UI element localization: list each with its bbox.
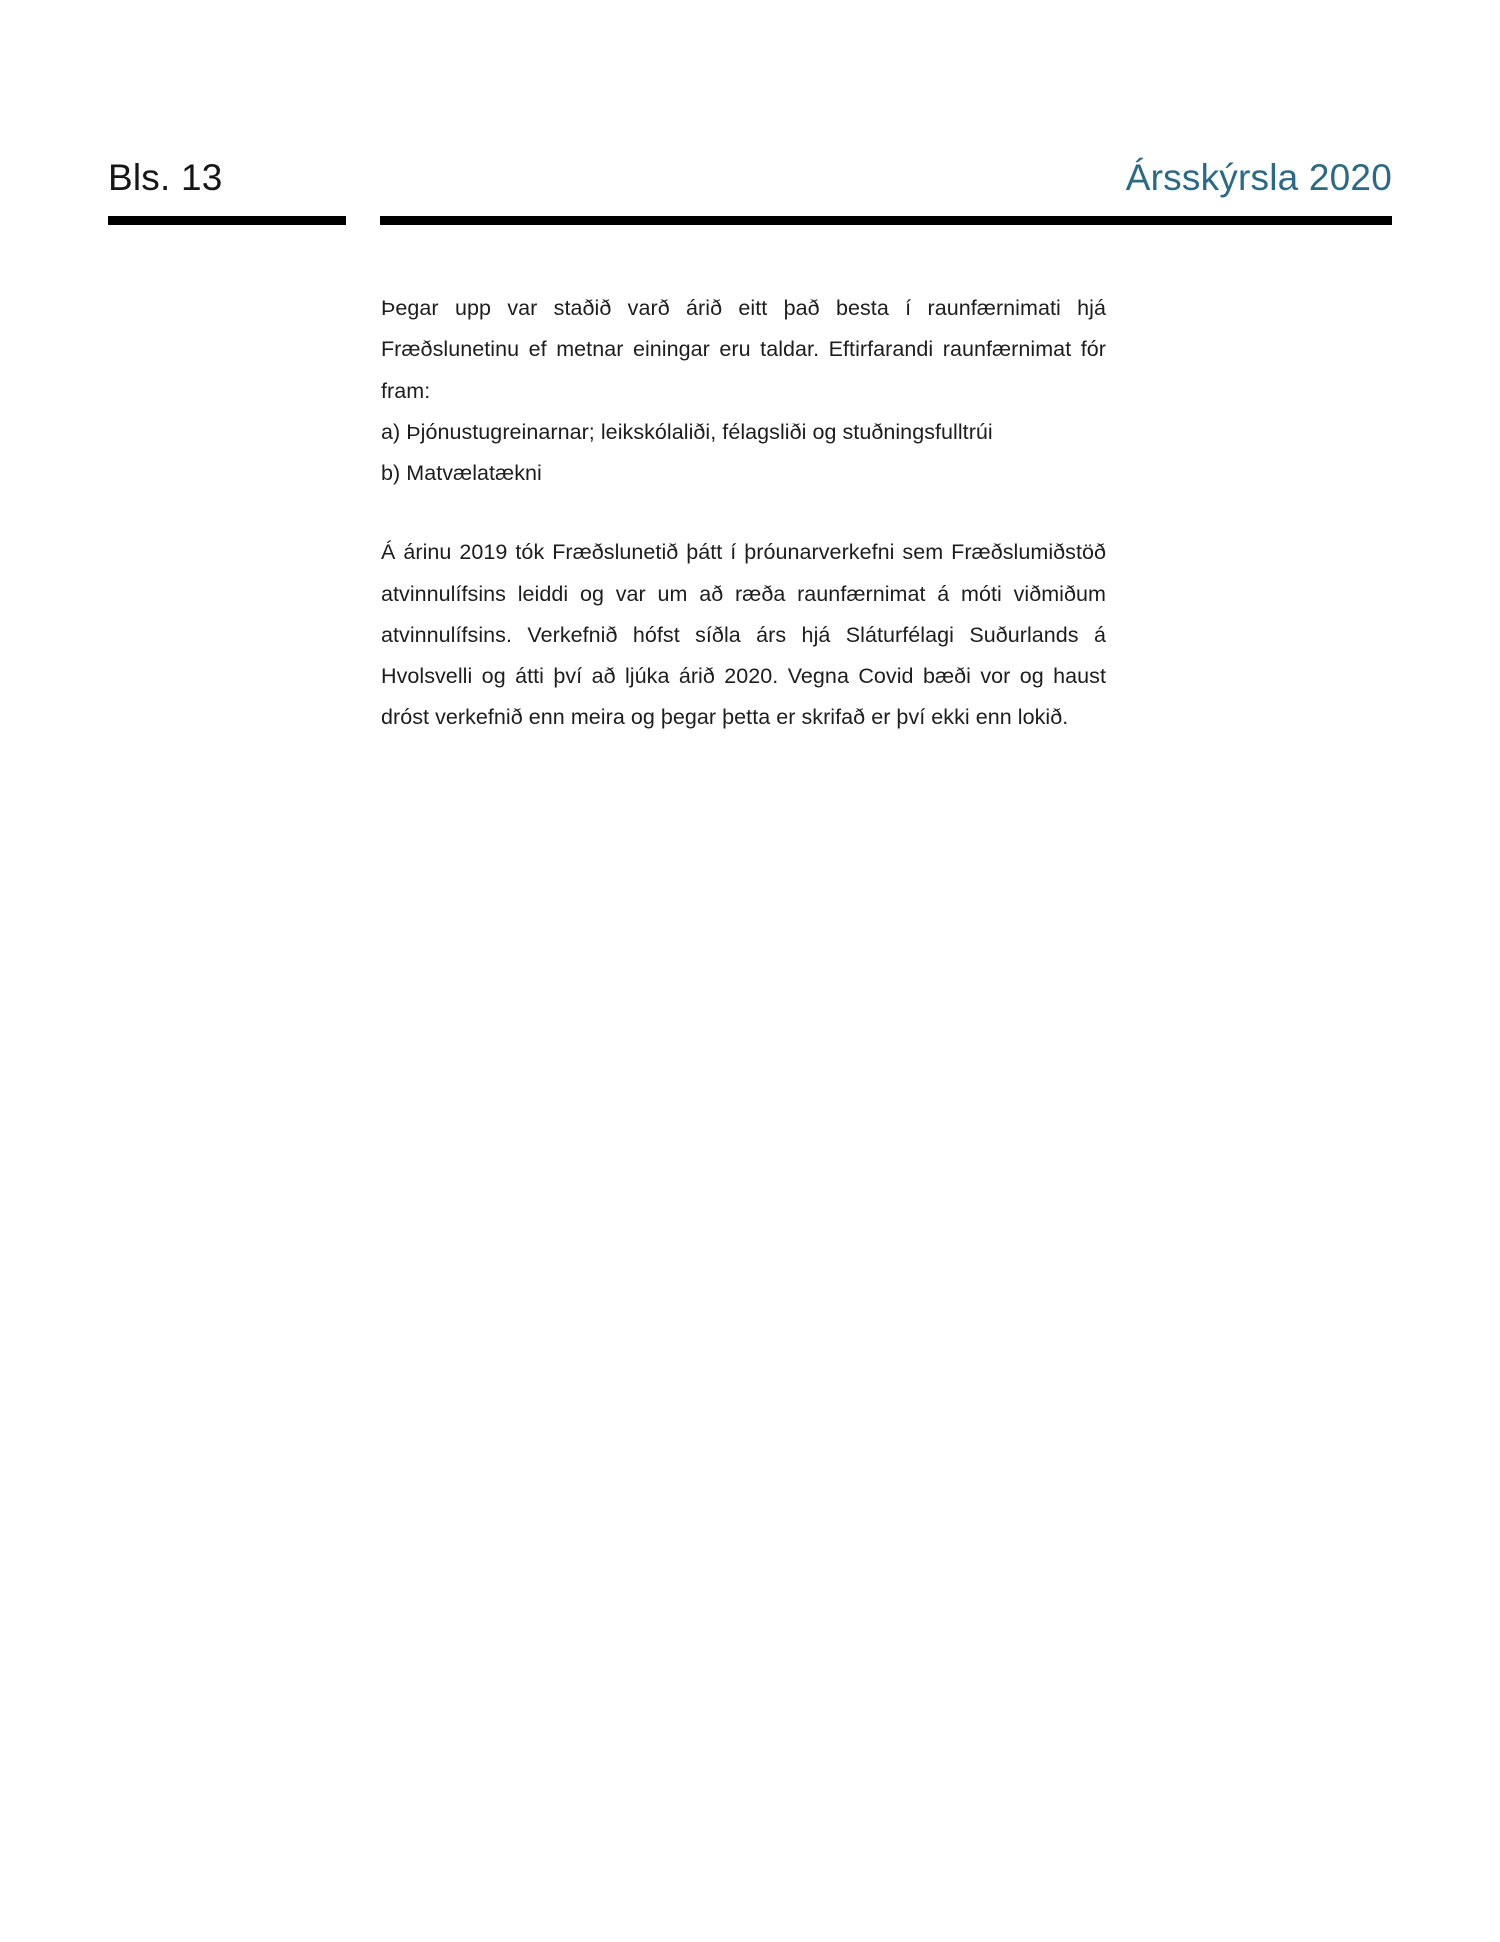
page-number-label: Bls. 13 [108,157,223,198]
header-rule-right [380,216,1392,225]
report-title: Ársskýrsla 2020 [1125,157,1392,198]
body-list-item-b: b) Matvælatækni [381,461,542,486]
body-paragraph-2: Á árinu 2019 tók Fræðslunetið þátt í þróunarverkefni sem Fræðslumiðstöð atvinnulífsins leiddi og var um að ræða raunfærnimat á móti viðmiðum atvinnulífsins. Verkefnið hófst síðla árs hjá Sláturfélagi Suðurlands á Hvolsvelli og átti því að ljúka árið 2020. Vegna Covid bæði vor og haust dróst verkefnið enn meira og þegar þetta er skrifað er því ekki enn lokið. [381,540,1106,730]
paragraph-spacer [381,494,1106,532]
body-paragraph-1: Þegar upp var staðið varð árið eitt það besta í raunfærnimati hjá Fræðslunetinu ef metnar einingar eru taldar. Eftirfarandi raunfærnimat fór fram: [381,296,1106,403]
page-header [108,148,1392,218]
page-content [381,288,1106,739]
header-row [108,148,1392,196]
header-rules [108,216,1392,226]
body-list-item-a: a) Þjónustugreinarnar; leikskólaliði, félagsliði og stuðningsfulltrúi [381,419,993,444]
header-rule-left [108,216,346,225]
